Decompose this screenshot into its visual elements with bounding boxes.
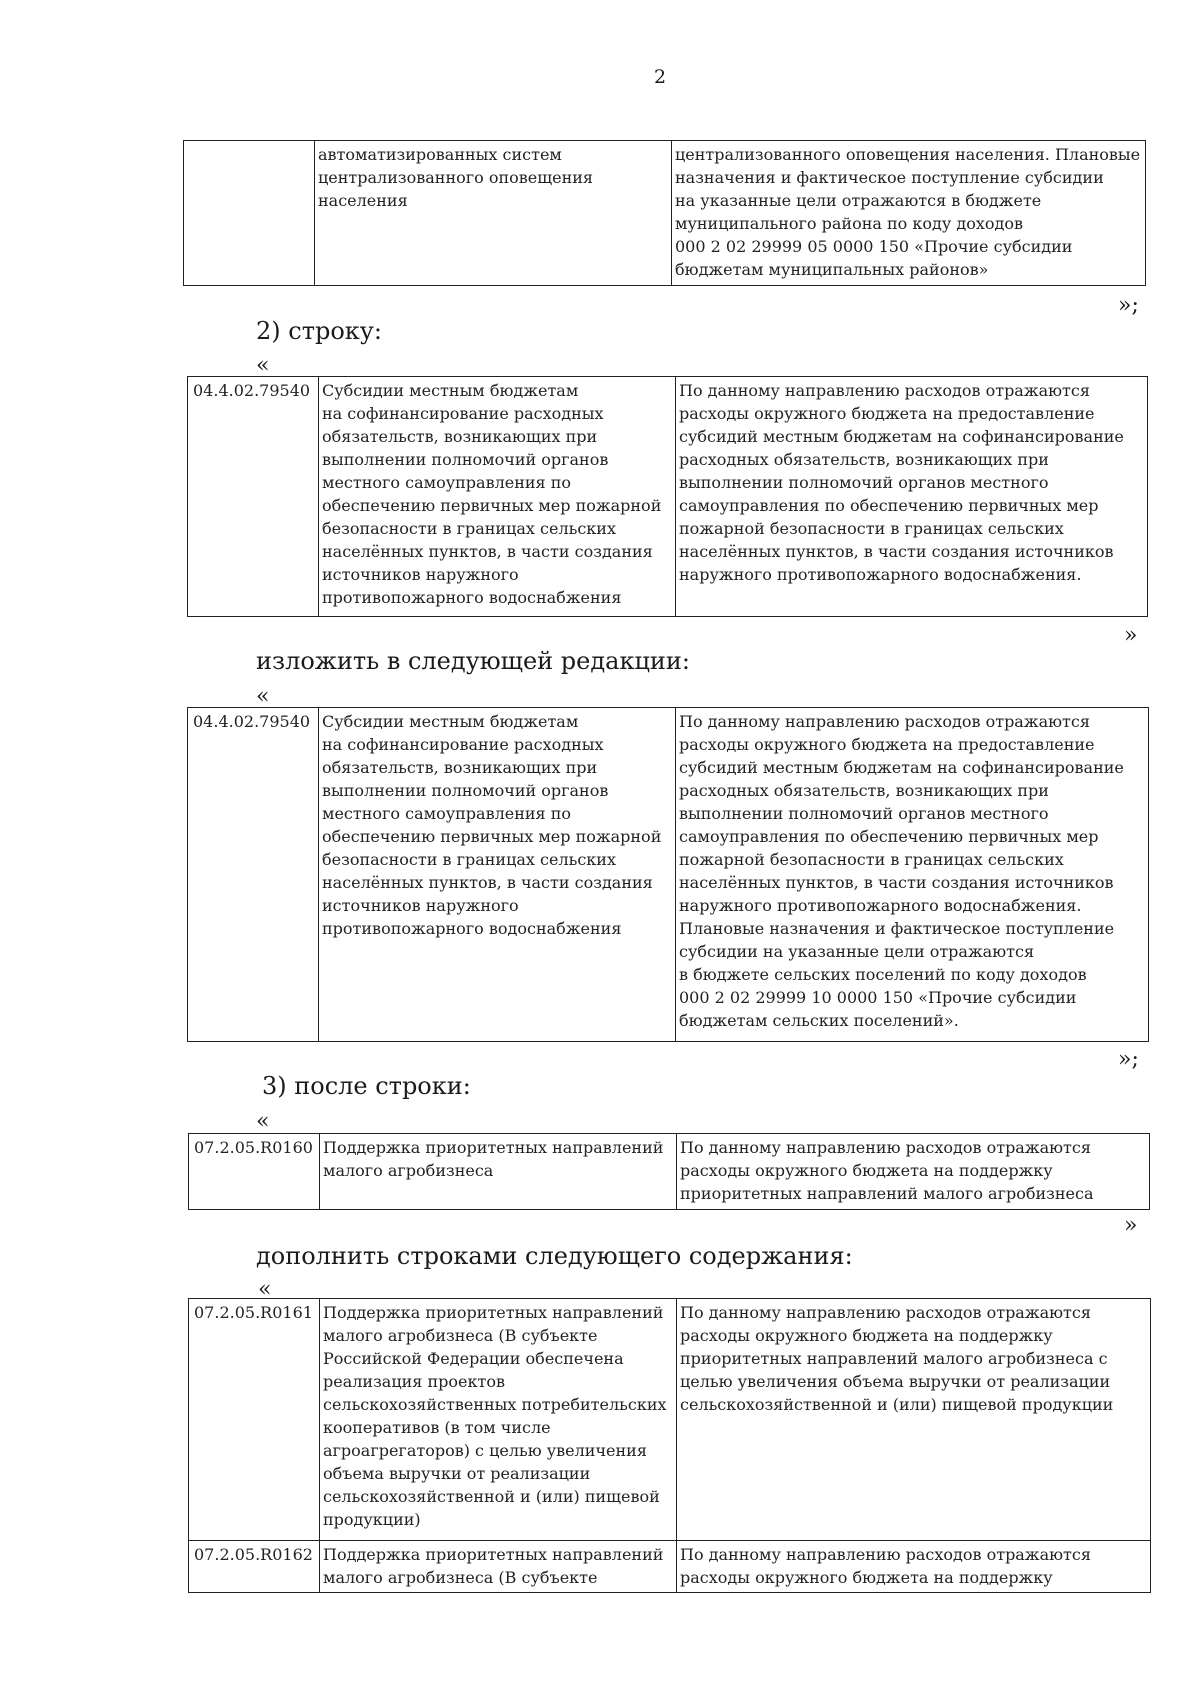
closing-quote: » [1124,1213,1138,1238]
section-heading: 2) строку: [256,317,382,345]
code-cell [184,141,315,286]
opening-quote: « [256,684,270,709]
table-row [188,377,1148,617]
description-cell: По данному направлению расходов отражаются расходы окружного бюджета на предоставление субсидий местным бюджетам на софинансирование расходных обязательств, возникающих при выполнении полномочий органов местного самоуправления по обеспечению первичных мер пожарной безопасности в границах сельских населённых пунктов, в части создания источников наружного противопожарного водоснабжения. Плановые назначения и фактическое поступление субсидии на указанные цели отражаются в бюджете сельских поселений по коду доходов 000 2 02 29999 10 0000 150 «Прочие субсидии бюджетам сельских поселений». [676,708,1149,1042]
description-cell: По данному направлению расходов отражаются расходы окружного бюджета на предоставление субсидий местным бюджетам на софинансирование расходных обязательств, возникающих при выполнении полномочий органов местного самоуправления по обеспечению первичных мер пожарной безопасности в границах сельских населённых пунктов, в части создания источников наружного противопожарного водоснабжения. [676,377,1148,617]
section-heading: дополнить строками следующего содержания: [256,1242,853,1270]
table-row [189,1134,1150,1210]
opening-quote: « [258,1277,272,1302]
table-row [189,1299,1151,1541]
description-cell: По данному направлению расходов отражаются расходы окружного бюджета на поддержку [677,1541,1151,1593]
opening-quote: « [256,353,270,378]
name-cell: Субсидии местным бюджетам на софинансирование расходных обязательств, возникающих при выполнении полномочий органов местного самоуправления по обеспечению первичных мер пожарной безопасности в границах сельских населённых пунктов, в части создания источников наружного противопожарного водоснабжения [319,377,676,617]
section-heading: 3) после строки: [262,1072,471,1100]
closing-quote: » [1124,623,1138,648]
table-added-rows [188,1298,1151,1593]
name-cell: Субсидии местным бюджетам на софинансирование расходных обязательств, возникающих при выполнении полномочий органов местного самоуправления по обеспечению первичных мер пожарной безопасности в границах сельских населённых пунктов, в части создания источников наружного противопожарного водоснабжения [319,708,676,1042]
table-row [189,1541,1151,1593]
table-row [188,708,1149,1042]
code-cell: 07.2.05.R0162 [189,1541,320,1593]
closing-quote: »; [1118,293,1139,318]
table-new-row [187,707,1149,1042]
closing-quote: »; [1118,1047,1139,1072]
table-old-row [187,376,1148,617]
code-cell: 04.4.02.79540 [188,708,319,1042]
opening-quote: « [256,1109,270,1134]
description-cell: По данному направлению расходов отражаются расходы окружного бюджета на поддержку приоритетных направлений малого агробизнеса с целью увеличения объема выручки от реализации сельскохозяйственной и (или) пищевой продукции [677,1299,1151,1541]
table-continuation [183,140,1146,286]
name-cell: Поддержка приоритетных направлений малого агробизнеса (В субъекте [320,1541,677,1593]
name-cell: Поддержка приоритетных направлений малого агробизнеса [320,1134,677,1210]
code-cell: 07.2.05.R0160 [189,1134,320,1210]
description-cell: централизованного оповещения населения. Плановые назначения и фактическое поступление субсидии на указанные цели отражаются в бюджете муниципального района по коду доходов 000 2 02 29999 05 0000 150 «Прочие субсидии бюджетам муниципальных районов» [672,141,1146,286]
table-row [184,141,1146,286]
code-cell: 07.2.05.R0161 [189,1299,320,1541]
name-cell: Поддержка приоритетных направлений малого агробизнеса (В субъекте Российской Федерации обеспечена реализация проектов сельскохозяйственных потребительских кооперативов (в том числе агроагрегаторов) с целью увеличения объема выручки от реализации сельскохозяйственной и (или) пищевой продукции) [320,1299,677,1541]
page-number: 2 [654,66,667,88]
description-cell: По данному направлению расходов отражаются расходы окружного бюджета на поддержку приоритетных направлений малого агробизнеса [677,1134,1150,1210]
section-heading: изложить в следующей редакции: [256,647,690,675]
table-after-row [188,1133,1150,1210]
code-cell: 04.4.02.79540 [188,377,319,617]
name-cell: автоматизированных систем централизованного оповещения населения [315,141,672,286]
